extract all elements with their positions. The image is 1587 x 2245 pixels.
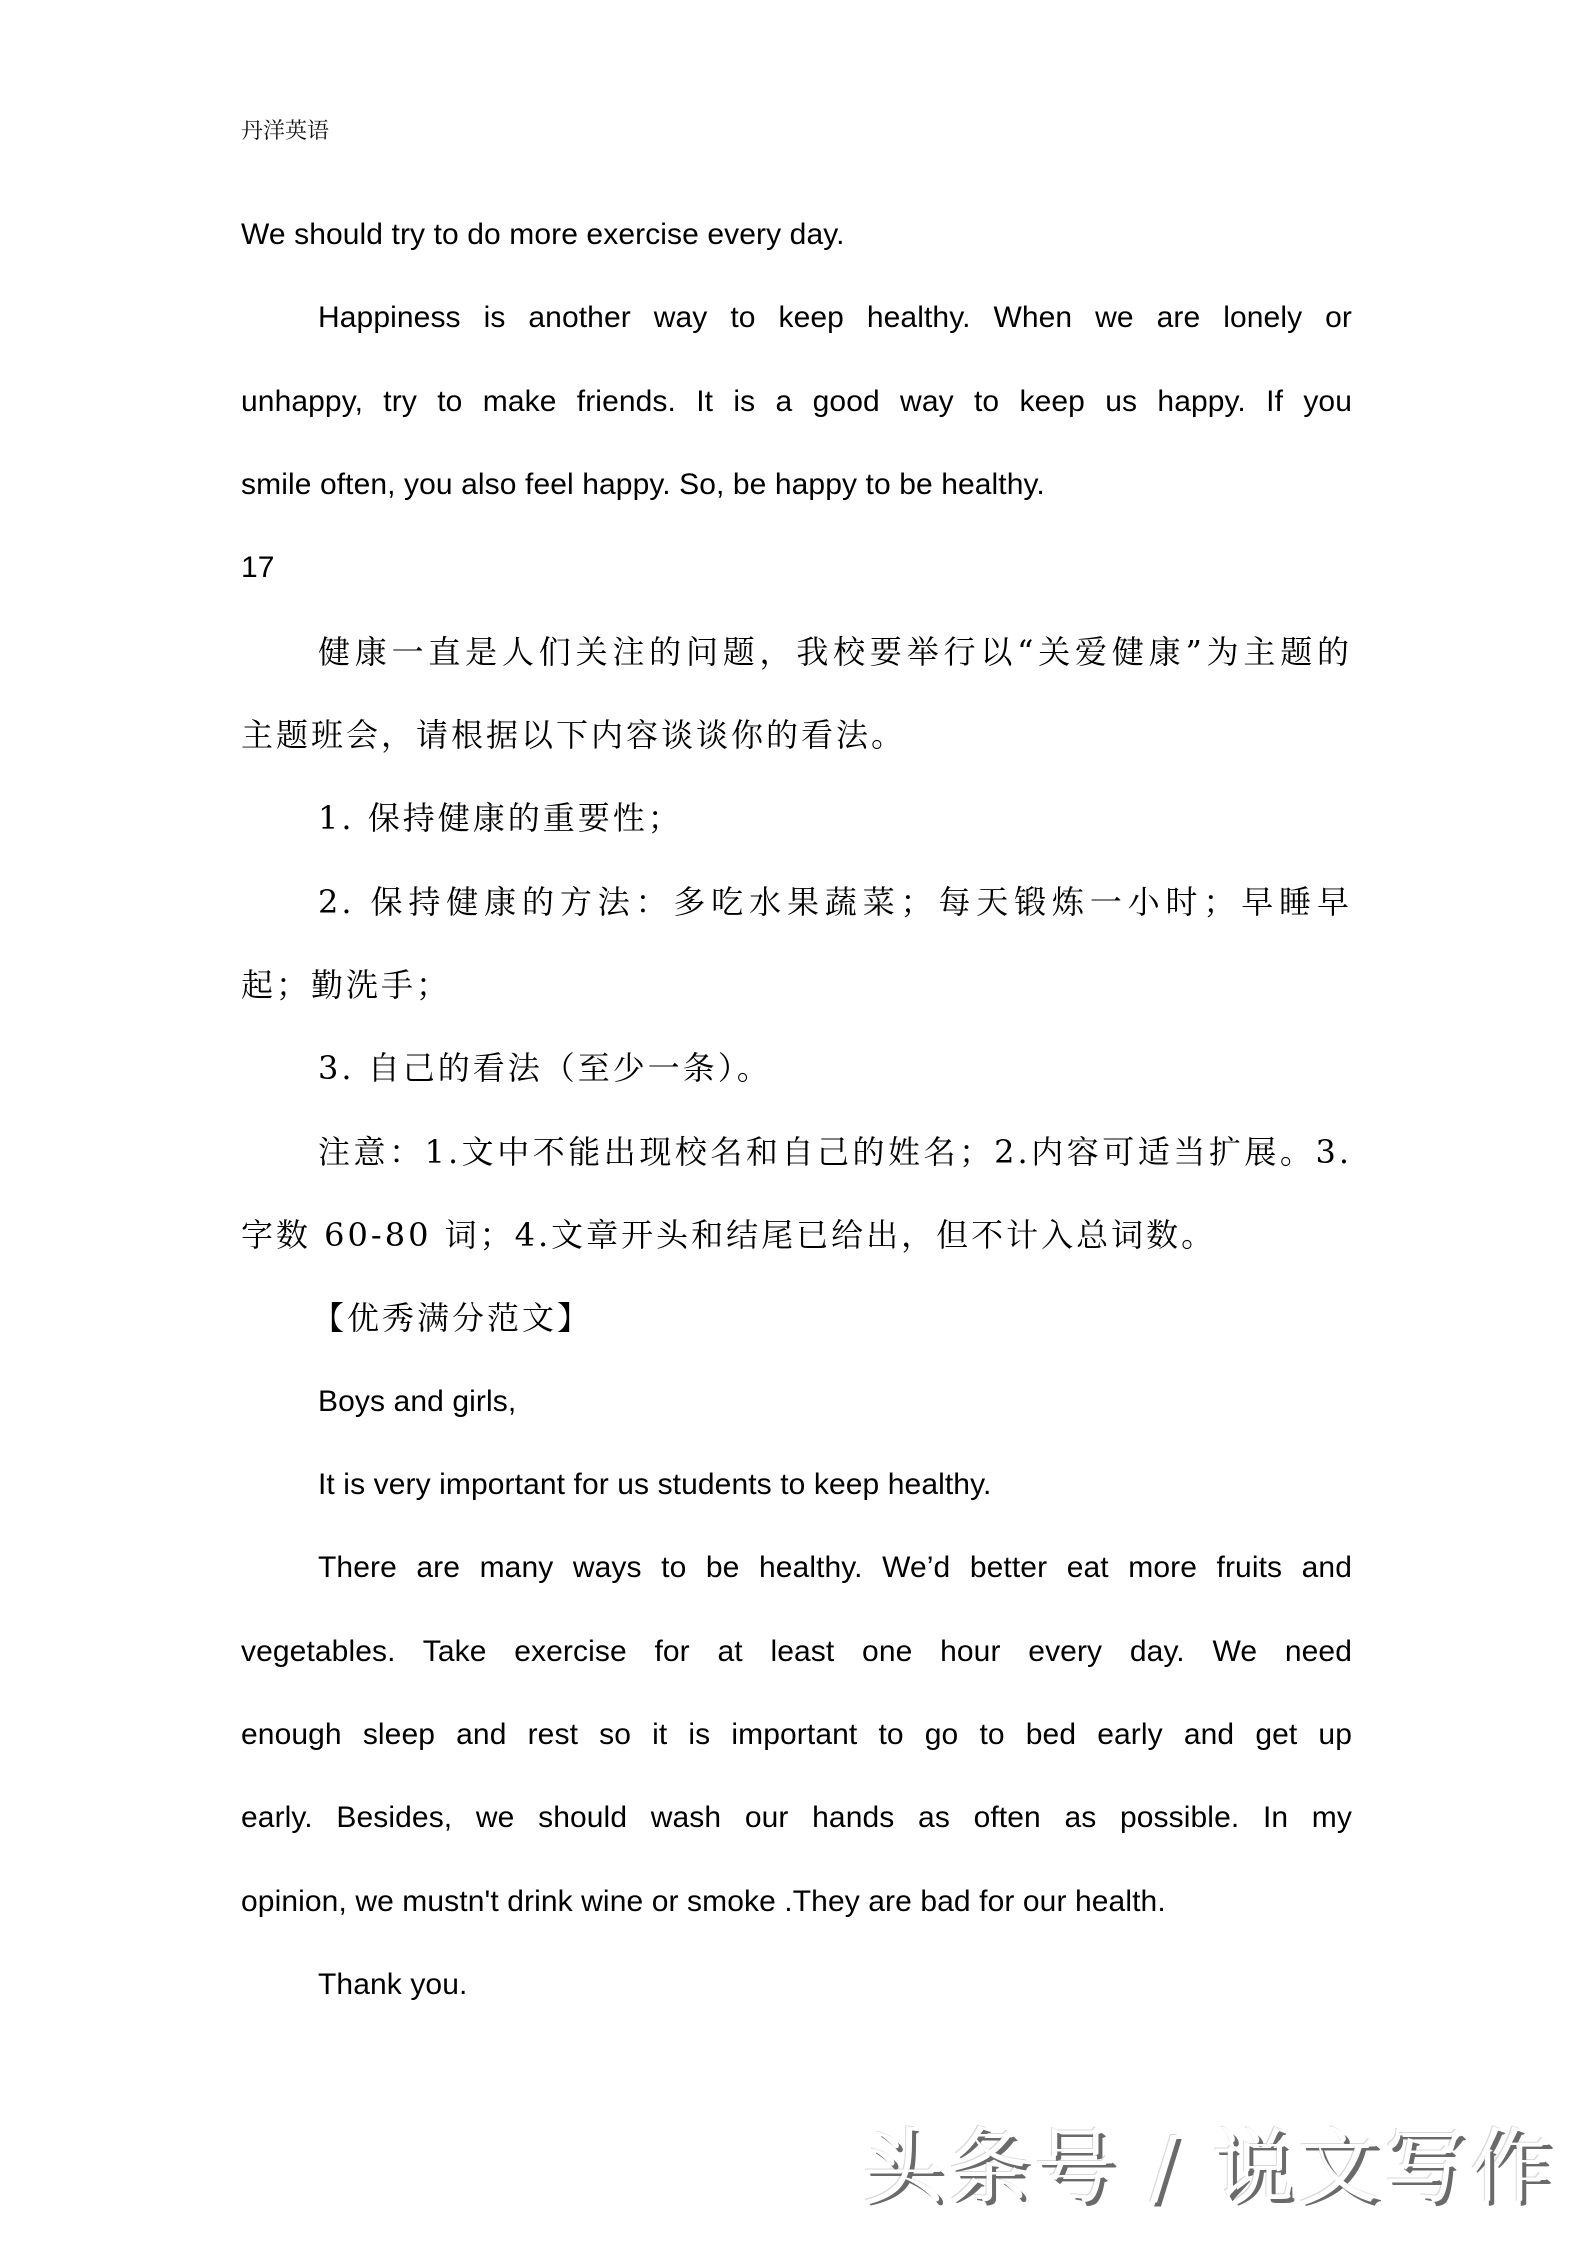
prompt-line-1: 健康一直是人们关注的问题，我校要举行以“关爱健康”为主题的 (318, 633, 1352, 671)
essay-body-line-5: opinion, we mustn't drink wine or smoke .They are bad for our health. (241, 1885, 1166, 1918)
model-essay-title: 【优秀满分范文】 (312, 1299, 593, 1337)
requirement-1: 1. 保持健康的重要性； (318, 799, 683, 837)
essay-body-line-1: There are many ways to be healthy. We’d better eat more fruits and (318, 1551, 1352, 1584)
happiness-paragraph-line-2: unhappy, try to make friends. It is a good way to keep us happy. If you (241, 385, 1352, 418)
exercise-sentence: We should try to do more exercise every day. (241, 218, 845, 251)
requirement-2-line-1: 2. 保持健康的方法：多吃水果蔬菜；每天锻炼一小时；早睡早 (318, 883, 1352, 921)
happiness-paragraph-line-1: Happiness is another way to keep healthy. When we are lonely or (318, 301, 1352, 334)
prompt-line-2: 主题班会，请根据以下内容谈谈你的看法。 (241, 716, 907, 754)
essay-greeting: Boys and girls, (318, 1385, 517, 1418)
notes-line-2: 字数 60-80 词；4.文章开头和结尾已给出，但不计入总词数。 (241, 1216, 1217, 1254)
watermark: 头条号 / 说文写作 (862, 2120, 1556, 2215)
notes-line-1: 注意：1.文中不能出现校名和自己的姓名；2.内容可适当扩展。3. (318, 1133, 1352, 1171)
essay-body-line-4: early. Besides, we should wash our hands as often as possible. In my (241, 1801, 1352, 1834)
essay-body-line-3: enough sleep and rest so it is important to go to bed early and get up (241, 1718, 1352, 1751)
question-number: 17 (241, 551, 275, 584)
requirement-3: 3. 自己的看法（至少一条）。 (318, 1049, 772, 1087)
happiness-paragraph-line-3: smile often, you also feel happy. So, be happy to be healthy. (241, 468, 1045, 501)
page-header: 丹洋英语 (241, 119, 330, 144)
essay-body-line-2: vegetables. Take exercise for at least one hour every day. We need (241, 1635, 1352, 1668)
requirement-2-line-2: 起；勤洗手； (241, 966, 452, 1004)
essay-closing: Thank you. (318, 1968, 468, 2001)
essay-intro: It is very important for us students to keep healthy. (318, 1468, 992, 1501)
